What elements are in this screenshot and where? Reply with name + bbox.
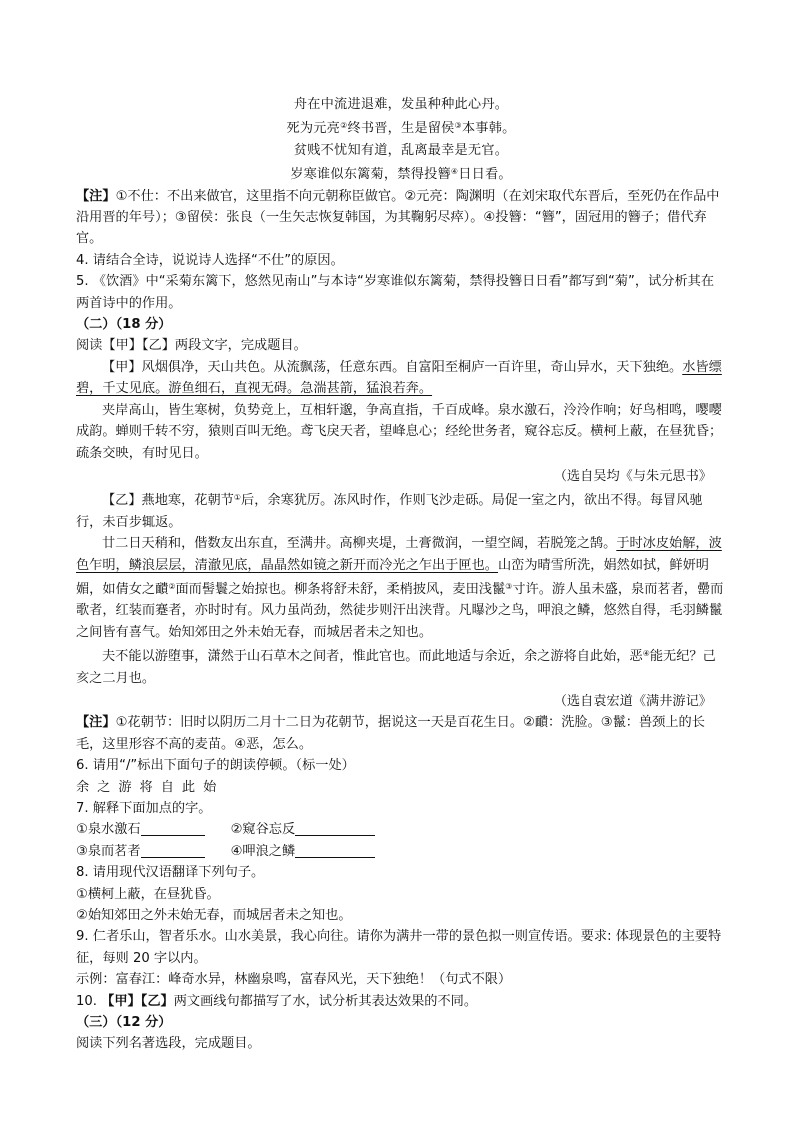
- section-3-heading: （三）（12 分）: [76, 1015, 172, 1031]
- note-label: 【注】: [76, 715, 116, 731]
- question-7: 7. 解释下面加点的字。: [76, 801, 212, 816]
- question-5: 5. 《饮酒》中“采菊东篱下，悠然见南山”与本诗“岁寒谁似东篱菊，禁得投簪日日看”都写到“菊”，试分析其在两首诗中的作用。: [76, 274, 715, 311]
- passage-yi-p2: 廿二日天稍和，偕数友出东直，至满井。高柳夹堤，土膏微润，一望空阔，若脱笼之鹄。于时冰皮始解，波色乍明，鳞浪层层，清澈见底，晶晶然如镜之新开而冷光之乍出于匣也。山峦为晴雪所洗，娟然如拭，鲜妍明媚，如倩女之靧②面而髻鬟之始掠也。柳条将舒未舒，柔梢披风，麦田浅鬣③寸许。游人虽未盛，泉而茗者，罍而歌者，红装而蹇者，亦时时有。风力虽尚劲，然徒步则汗出浃背。凡曝沙之鸟，呷浪之鳞，悠然自得，毛羽鳞鬣之间皆有喜气。始知郊田之外未始无春，而城居者未之知也。: [76, 536, 724, 640]
- note-mark: ②: [168, 581, 176, 591]
- question-9-example: 示例：富春江：峰奇水异，林幽泉鸣，富春风光，天下独绝！（句式不限）: [76, 972, 512, 988]
- question-8: 8. 请用现代汉语翻译下列句子。: [76, 865, 265, 881]
- underlined-sentence: 水皆缥碧，千丈见底。游鱼细石，直视无碍。急湍甚箭，猛浪若奔。: [76, 359, 722, 397]
- question-8-item-1: ①横柯上蔽，在昼犹昏。: [76, 886, 220, 902]
- question-7-row-2: ③泉而茗者 ④呷浪之鳞: [76, 841, 726, 862]
- question-10: 10. 【甲】【乙】两文画线句都描写了水，试分析其表达效果的不同。: [76, 993, 478, 1009]
- note-mark: ②: [340, 121, 348, 131]
- poem-line-1: 舟在中流进退难，发虽种种此心丹。: [293, 97, 509, 112]
- note-mark: ③: [505, 581, 513, 591]
- passage-yi-p3: 夫不能以游堕事，潇然于山石草木之间者，惟此官也。而此地适与余近，余之游将自此始，恶④能无纪？己亥之二月也。: [76, 649, 716, 686]
- section-3-intro: 阅读下列名著选段，完成题目。: [76, 1036, 261, 1052]
- question-8-item-2: ②始知郊田之外未始无春，而城居者未之知也。: [76, 908, 352, 924]
- note-mark: ④: [450, 167, 459, 177]
- note-mark: ①: [233, 493, 242, 503]
- section-2-intro: 阅读【甲】【乙】两段文字，完成题目。: [76, 338, 307, 354]
- poem-note: 【注】①不仕：不出来做官，这里指不向元朝称臣做官。②元亮：陶渊明（在刘宋取代东晋后，至死仍在作品中沿用晋的年号）；③留侯：张良（一生矢志恢复韩国，为其鞠躬尽瘁）。④投簪：“簪”，固冠用的簪子；借代弃官。: [76, 188, 720, 247]
- passage-note: 【注】①花朝节：旧时以阴历二月十二日为花朝节，据说这一天是百花生日。②靧：洗脸。③鬣：兽颈上的长毛，这里形容不高的麦苗。④恶，怎么。: [76, 715, 705, 752]
- answer-blank[interactable]: [141, 821, 205, 836]
- section-2-heading: （二）（18 分）: [76, 317, 172, 333]
- question-6-sentence: 余之游将自此始: [76, 779, 225, 795]
- poem: [76, 94, 726, 186]
- passage-jia-p2: 夹岸高山，皆生寒树，负势竞上，互相轩邈，争高直指，千百成峰。泉水激石，泠泠作响；好鸟相鸣，嘤嘤成韵。蝉则千转不穷，猿则百叫无绝。鸢飞戾天者，望峰息心；经纶世务者，窥谷忘反。横柯上蔽，在昼犹昏；疏条交映，有时见日。: [76, 402, 723, 461]
- question-9: 9. 仁者乐山，智者乐水。山水美景，我心向往。请你为满井一带的景色拟一则宣传语。要求: 体现景色的主要特征，每则 20 字以内。: [76, 929, 722, 966]
- note-mark: ④: [642, 649, 650, 659]
- answer-blank[interactable]: [295, 843, 375, 858]
- note-mark: ③: [454, 121, 462, 131]
- poem-line-4: 岁寒谁似东篱菊，禁得投簪④日日看。: [290, 167, 512, 183]
- passage-jia-p1: 【甲】风烟俱净，天山共色。从流飘荡，任意东西。自富阳至桐庐一百许里，奇山异水，天下独绝。水皆缥碧，千丈见底。游鱼细石，直视无碍。急湍甚箭，猛浪若奔。: [76, 359, 722, 397]
- question-6: 6. 请用“/”标出下面句子的朗读停顿。（标一处）: [76, 758, 355, 774]
- passage-yi-p1: 【乙】燕地寒，花朝节①后，余寒犹厉。冻风时作，作则飞沙走砾。局促一室之内，欲出不得。每冒风驰行，未百步辄返。: [76, 493, 703, 530]
- answer-blank[interactable]: [295, 821, 375, 836]
- underlined-sentence: 于时冰皮始解，波色乍明，鳞浪层层，清澈见底，晶晶然如镜之新开而冷光之乍出于匣也。: [76, 536, 722, 573]
- question-4: 4. 请结合全诗，说说诗人选择“不仕”的原因。: [76, 252, 344, 268]
- poem-line-2: 死为元亮②终书晋，生是留侯③本事韩。: [286, 121, 516, 137]
- exam-page: [76, 94, 726, 1055]
- passage-jia-source: （选自吴均《与朱元思书》: [553, 468, 712, 484]
- passage-yi-source: （选自袁宏道《满井游记》: [553, 693, 712, 709]
- question-7-row-1: ①泉水激石 ②窥谷忘反: [76, 819, 726, 840]
- note-label: 【注】: [76, 188, 116, 204]
- answer-blank[interactable]: [141, 843, 205, 858]
- poem-line-3: 贫贱不忧知有道，乱离最幸是无官。: [293, 142, 509, 158]
